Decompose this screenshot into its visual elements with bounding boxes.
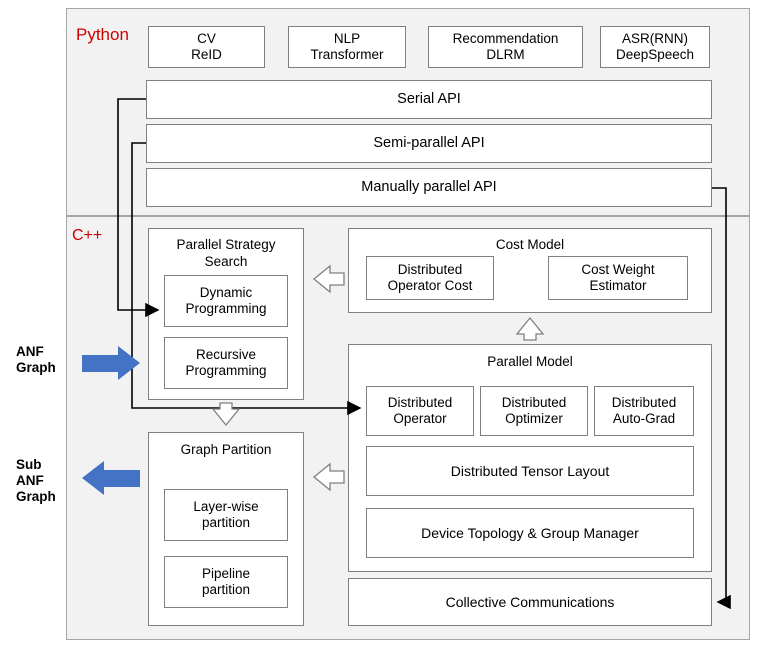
app-box-asr-deepspeech [600, 26, 710, 68]
distributed-optimizer-line2: Optimizer [505, 411, 563, 426]
sub-anf-graph-output-line3: Graph [16, 489, 56, 505]
app-box-recommendation-dlrm [428, 26, 583, 68]
graph-partition-title: Graph Partition [180, 442, 272, 457]
recursive-programming-line1: Recursive [195, 347, 257, 363]
distributed-operator-box [366, 386, 474, 436]
app-box-asr-line1: ASR(RNN) [622, 31, 688, 47]
anf-graph-input-label [16, 344, 86, 376]
app-box-nlp-line2: Transformer [310, 47, 384, 62]
cost-weight-estimator-line2: Estimator [589, 278, 647, 293]
dynamic-programming-line2: Programming [185, 301, 267, 316]
cost-weight-estimator-line1: Cost Weight [581, 262, 655, 278]
device-topology-group-manager-box: Device Topology & Group Manager [366, 508, 694, 558]
anf-graph-input-line2: Graph [16, 360, 56, 376]
python-panel-label: Python [76, 25, 129, 44]
collective-communications-box: Collective Communications [348, 578, 712, 626]
distributed-tensor-layout-box: Distributed Tensor Layout [366, 446, 694, 496]
app-box-nlp-transformer [288, 26, 406, 68]
sub-anf-graph-output-label [16, 457, 86, 506]
sub-anf-graph-output-line2: ANF [16, 473, 44, 489]
sub-anf-graph-output-line1: Sub [16, 457, 42, 472]
recursive-programming-line2: Programming [185, 363, 267, 378]
pipeline-partition-box [164, 556, 288, 608]
distributed-optimizer-box [480, 386, 588, 436]
distributed-operator-cost-line2: Operator Cost [387, 278, 473, 293]
parallel-strategy-search-title-line2: Search [204, 254, 248, 269]
pipeline-partition-line2: partition [201, 582, 250, 597]
cost-model-title: Cost Model [495, 237, 565, 252]
parallel-strategy-search-title-line1: Parallel Strategy [176, 237, 276, 252]
api-box-serial: Serial API [146, 80, 712, 119]
app-box-rec-line1: Recommendation [452, 31, 559, 47]
api-box-manually-parallel: Manually parallel API [146, 168, 712, 207]
cost-weight-estimator-box [548, 256, 688, 300]
dynamic-programming-line1: Dynamic [199, 285, 253, 301]
recursive-programming-box [164, 337, 288, 389]
pipeline-partition-line1: Pipeline [201, 566, 251, 582]
distributed-operator-cost-box [366, 256, 494, 300]
layer-wise-partition-box [164, 489, 288, 541]
layer-wise-partition-line1: Layer-wise [193, 499, 259, 515]
distributed-auto-grad-box [594, 386, 694, 436]
anf-graph-input-line1: ANF [16, 344, 44, 359]
api-box-semi-parallel: Semi-parallel API [146, 124, 712, 163]
distributed-auto-grad-line2: Auto-Grad [612, 411, 676, 426]
app-box-cv-reid [148, 26, 265, 68]
app-box-asr-line2: DeepSpeech [615, 47, 695, 62]
app-box-nlp-line1: NLP [333, 31, 361, 47]
distributed-operator-line1: Distributed [387, 395, 453, 411]
distributed-operator-cost-line1: Distributed [397, 262, 463, 278]
app-box-cv-reid-line2: ReID [191, 47, 222, 62]
app-box-rec-line2: DLRM [486, 47, 525, 62]
distributed-operator-line2: Operator [393, 411, 447, 426]
distributed-auto-grad-line1: Distributed [611, 395, 677, 411]
parallel-model-title: Parallel Model [487, 354, 573, 369]
dynamic-programming-box [164, 275, 288, 327]
app-box-cv-reid-line1: CV [197, 31, 216, 47]
distributed-optimizer-line1: Distributed [501, 395, 567, 411]
layer-wise-partition-line2: partition [201, 515, 251, 530]
cpp-panel-label: C++ [72, 227, 103, 244]
